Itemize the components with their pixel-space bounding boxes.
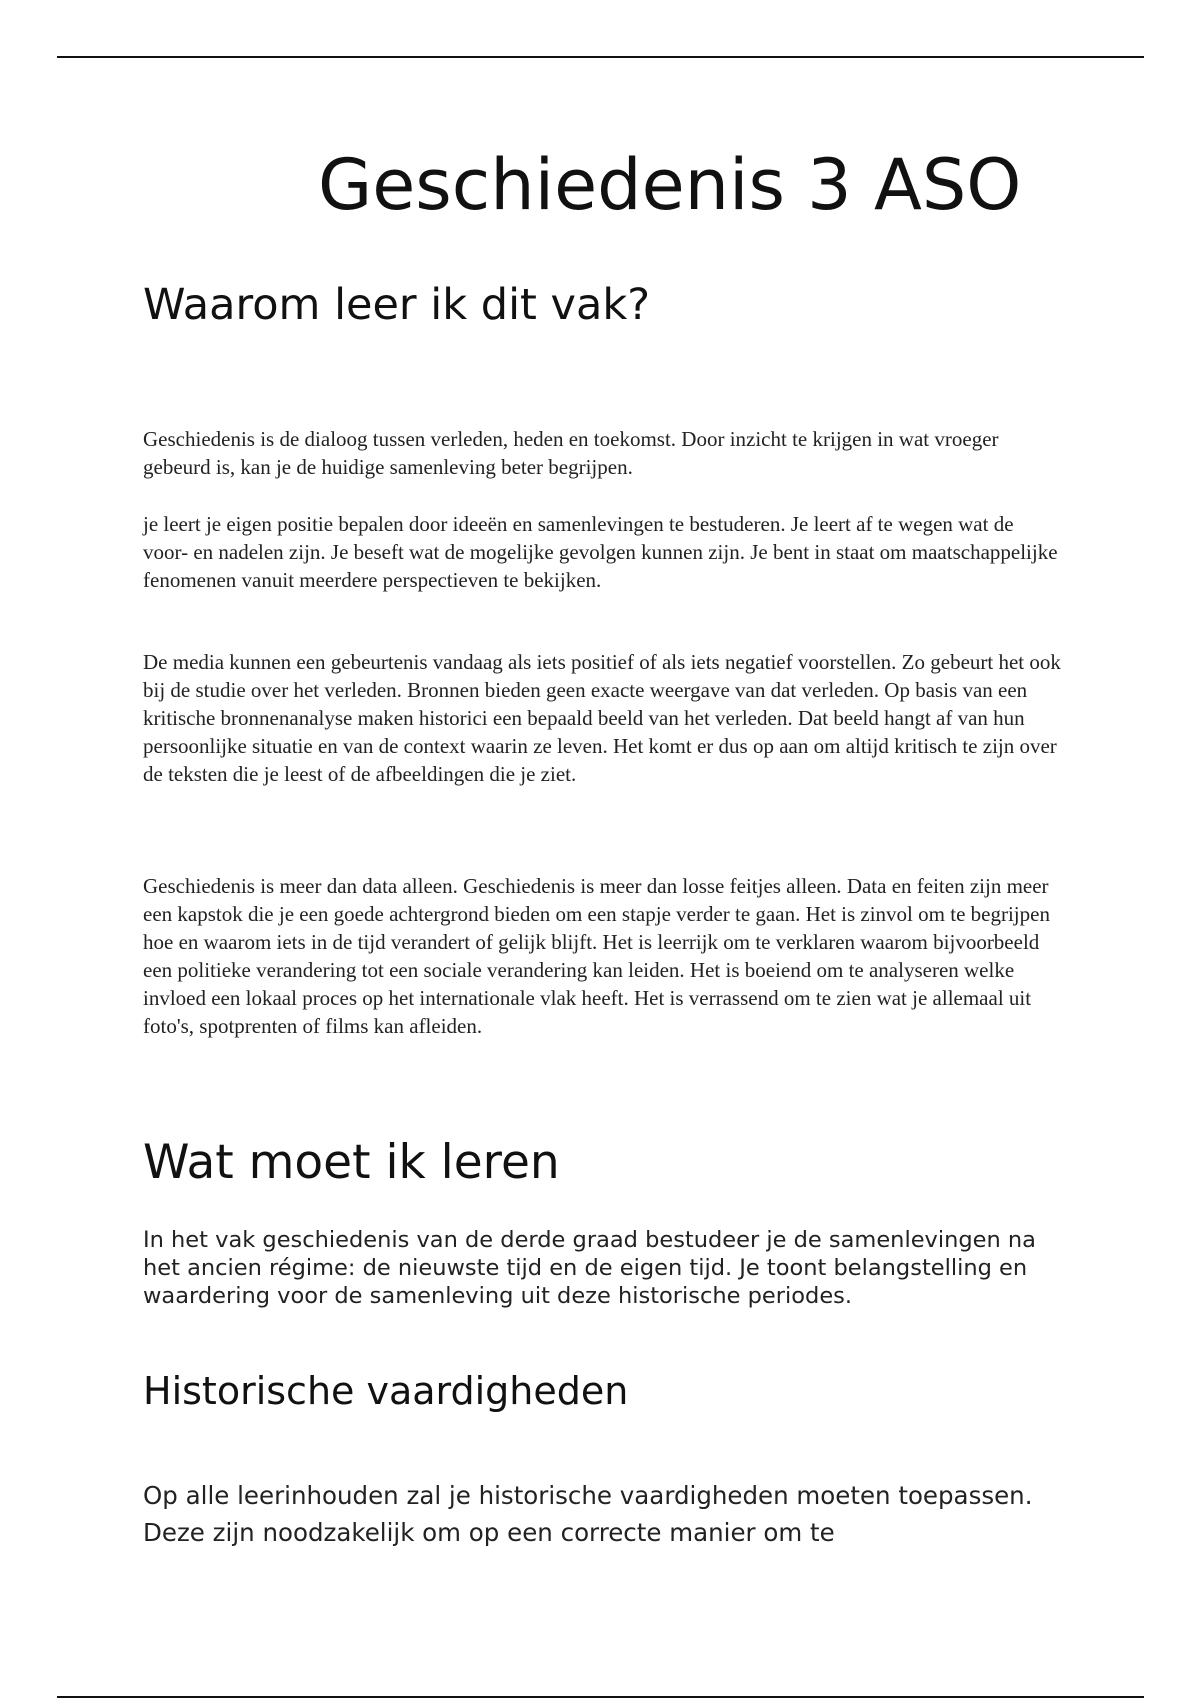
bottom-divider — [57, 1696, 1144, 1698]
paragraph-more-than-data: Geschiedenis is meer dan data alleen. Geschiedenis is meer dan losse feitjes alleen. Data en feiten zijn meer een kapstok die je een goede achtergrond bieden om een stapje verder te gaan. Het is zinvol om te begrijpen hoe en waarom iets in de tijd verandert of gelijk blijft. Het is leerrijk om te verklaren waarom bijvoorbeeld een politieke verandering tot een sociale verandering kan leiden. Het is boeiend om te analyseren welke invloed een lokaal proces op het internationale vlak heeft. Het is verrassend om te zien wat je allemaal uit foto's, spotprenten of films kan afleiden. — [143, 874, 1050, 1038]
section-heading-skills: Historische vaardigheden — [143, 1369, 629, 1413]
paragraph-own-position: je leert je eigen positie bepalen door ideeën en samenlevingen te bestuderen. Je leert af te wegen wat de voor- en nadelen zijn. Je beseft wat de mogelijke gevolgen kunnen zijn. Je bent in staat om maatschappelijke fenomenen vanuit meerdere perspectieven te bekijken. — [143, 512, 1058, 592]
paragraph-curriculum: In het vak geschiedenis van de derde graad bestudeer je de samenlevingen na het ancien régime: de nieuwste tijd en de eigen tijd. Je toont belangstelling en waardering voor de samenleving uit deze historische periodes. — [143, 1227, 1036, 1309]
paragraph-media-sources: De media kunnen een gebeurtenis vandaag als iets positief of als iets negatief voorstellen. Zo gebeurt het ook bij de studie over het verleden. Bronnen bieden geen exacte weergave van dat verleden. Op basis van een kritische bronnenanalyse maken historici een bepaald beeld van het verleden. Dat beeld hangt af van hun persoonlijke situatie en van de context waarin ze leven. Het komt er dus op aan om altijd kritisch te zijn over de teksten die je leest of de afbeeldingen die je ziet. — [143, 650, 1061, 786]
section-heading-what: Wat moet ik leren — [143, 1135, 560, 1190]
document-title: Geschiedenis 3 ASO — [318, 144, 1022, 226]
paragraph-skills: Op alle leerinhouden zal je historische vaardigheden moeten toepassen. Deze zijn noodzakelijk om op een correcte manier om te — [143, 1481, 1033, 1547]
section-heading-why: Waarom leer ik dit vak? — [143, 280, 651, 330]
paragraph-dialogue: Geschiedenis is de dialoog tussen verleden, heden en toekomst. Door inzicht te krijgen in wat vroeger gebeurd is, kan je de huidige samenleving beter begrijpen. — [143, 427, 999, 479]
top-divider — [57, 56, 1144, 58]
